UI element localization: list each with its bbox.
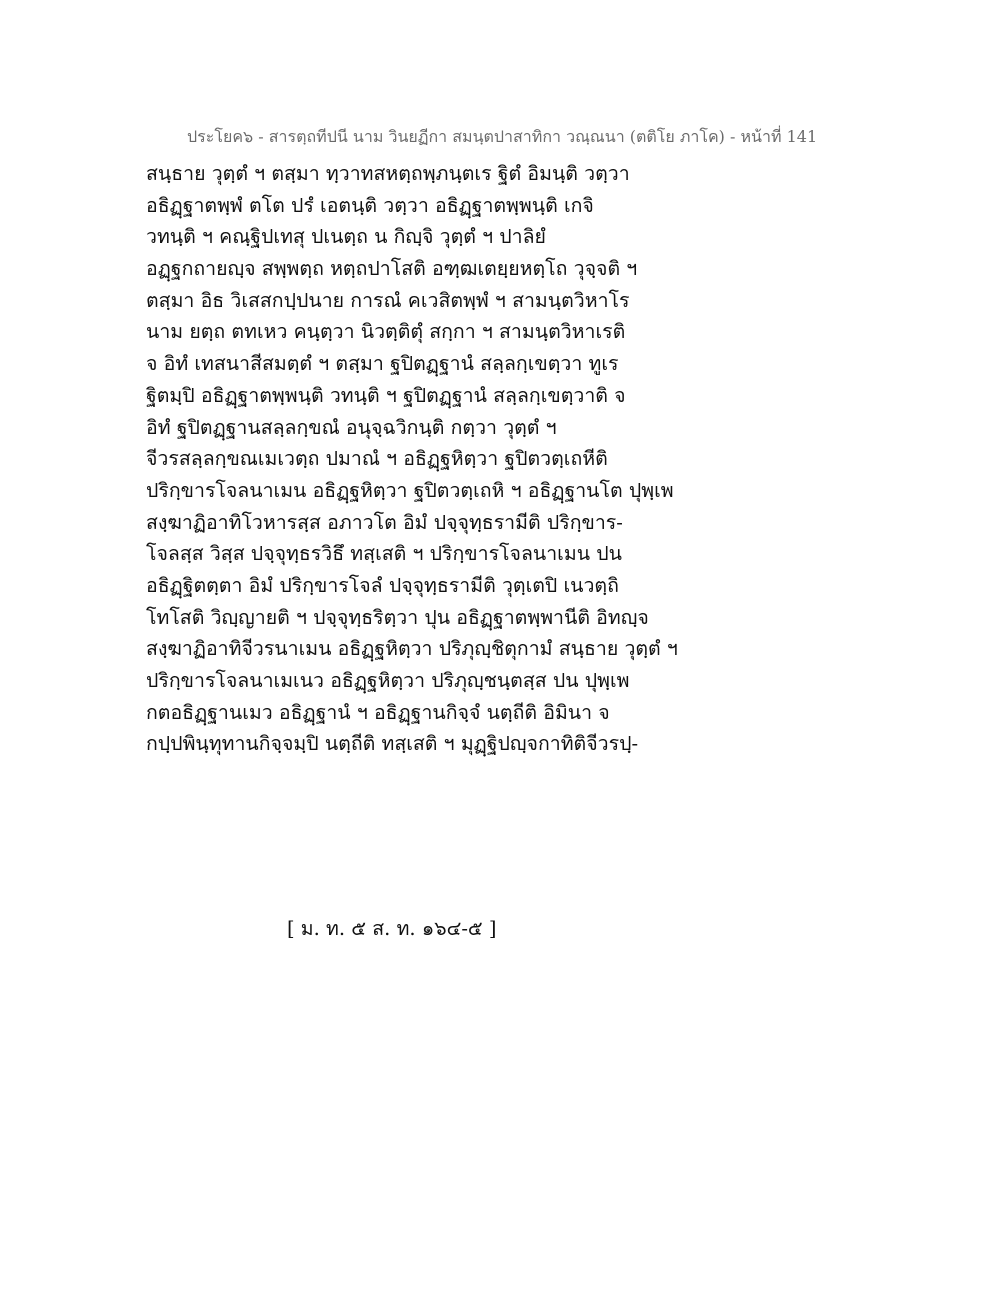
text-line: อิทํ ฐปิตฏฺฐานสลฺลกฺขณํ อนุจฺฉวิกนฺติ กตฺวา วุตฺตํ ฯ (146, 415, 557, 439)
text-line: สงฺฆาฏิอาทิโวหารสฺส อภาวโต อิมํ ปจฺจุทฺธรามีติ ปริกฺขาร- (146, 510, 623, 534)
text-line: ตสฺมา อิธ วิเสสกปฺปนาย การณํ คเวสิตพฺพํ ฯ สามนฺตวิหาโร (146, 288, 630, 312)
text-line: โทโสติ วิญฺญายติ ฯ ปจฺจุทฺธริตฺวา ปุน อธิฏฺฐาตพฺพานีติ อิทญฺจ (146, 605, 649, 629)
text-line: นาม ยตฺถ ตทเหว คนฺตฺวา นิวตฺติตุํ สกฺกา ฯ สามนฺตวิหาเรติ (146, 320, 626, 344)
text-line: กตอธิฏฺฐานเมว อธิฏฺฐานํ ฯ อธิฏฺฐานกิจฺจํ นตฺถีติ อิมินา จ (146, 700, 610, 724)
text-line: จีวรสลฺลกฺขณเมเวตฺถ ปมาณํ ฯ อธิฏฺฐหิตฺวา ฐปิตวตฺเถหีติ (146, 447, 608, 471)
text-line: กปฺปพินฺทุทานกิจฺจมฺปิ นตฺถีติ ทสฺเสติ ฯ มุฏฺฐิปญฺจกาทิติจีวรปฺ- (146, 732, 639, 756)
text-line: อฏฺฐกถายญฺจ สพฺพตฺถ หตฺถปาโสติ อฑฺฒเตยฺยหตฺโถ วุจฺจติ ฯ (146, 257, 638, 281)
text-line: ปริกฺขารโจลนาเมน อธิฏฺฐหิตฺวา ฐปิตวตฺเถหิ ฯ อธิฏฺฐานโต ปุพฺเพ (146, 478, 674, 502)
page-header: ประโยค๖ - สารตฺถทีปนี นาม วินยฏีกา สมนฺตปาสาทิกา วณฺณนา (ตติโย ภาโค) - หน้าที่ 141 (187, 127, 818, 146)
text-line: ฐิตมฺปิ อธิฏฺฐาตพฺพนฺติ วทนฺติ ฯ ฐปิตฏฺฐานํ สลฺลกฺเขตฺวาติ จ (146, 383, 626, 407)
text-line: โจลสฺส วิสฺส ปจฺจุทฺธรวิธึ ทสฺเสติ ฯ ปริกฺขารโจลนาเมน ปน (146, 542, 622, 566)
text-line: สนฺธาย วุตฺตํ ฯ ตสฺมา ทฺวาทสหตฺถพฺภนฺตเร ฐิตํ อิมนฺติ วตฺวา (146, 162, 630, 185)
text-line: ปริกฺขารโจลนาเมเนว อธิฏฺฐหิตฺวา ปริภุญฺชนฺตสฺส ปน ปุพฺเพ (146, 669, 630, 692)
citation: [ ม. ท. ๕ ส. ท. ๑๖๔-๕ ] (287, 917, 497, 940)
body-text (146, 158, 866, 760)
text-line: วทนฺติ ฯ คณฺฐิปเทสุ ปเนตฺถ น กิญฺจิ วุตฺตํ ฯ ปาลิยํ (146, 225, 546, 249)
text-line: อธิฏฺฐาตพฺพํ ตโต ปรํ เอตนฺติ วตฺวา อธิฏฺฐาตพฺพนฺติ เกจิ (146, 193, 594, 217)
text-line: จ อิทํ เทสนาสีสมตฺตํ ฯ ตสฺมา ฐปิตฏฺฐานํ สลฺลกฺเขตฺวา ทูเร (146, 352, 619, 376)
text-line: อธิฏฺฐิตตฺตา อิมํ ปริกฺขารโจลํ ปจฺจุทฺธรามีติ วุตฺเตปิ เนวตฺถิ (146, 573, 619, 597)
text-line: สงฺฆาฏิอาทิจีวรนาเมน อธิฏฺฐหิตฺวา ปริภุญฺชิตุกามํ สนฺธาย วุตฺตํ ฯ (146, 637, 678, 661)
